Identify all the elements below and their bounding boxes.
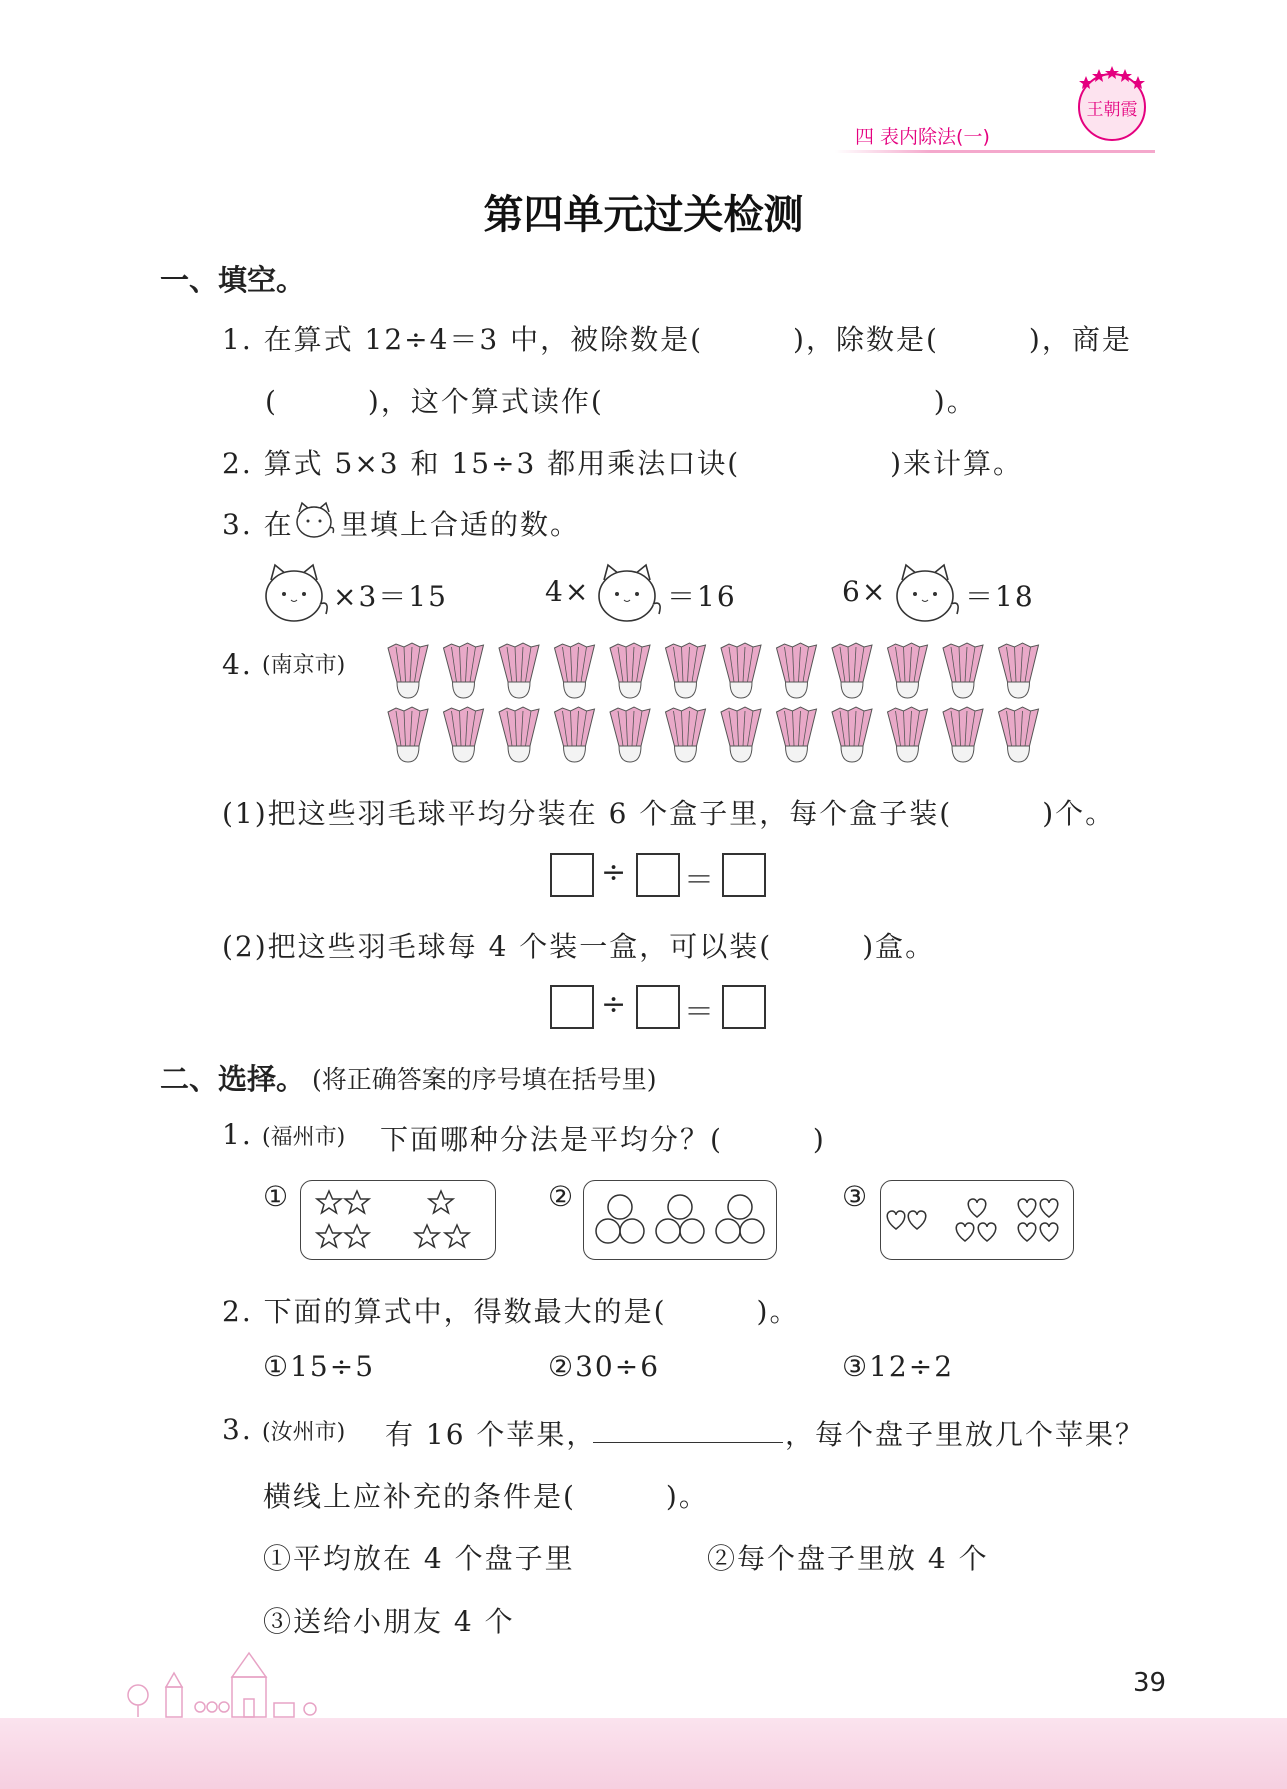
shuttlecock-icon <box>444 707 484 762</box>
cat-eq2-icon <box>595 560 663 624</box>
s2-q3-text-a: 有 16 个苹果， <box>385 1418 597 1451</box>
shuttlecock-icon <box>777 707 817 762</box>
shuttlecock-icon <box>666 643 706 698</box>
cat-eq3-icon <box>893 560 961 624</box>
answer-box[interactable] <box>550 853 594 897</box>
shuttlecock-icon <box>832 707 872 762</box>
shuttlecock-icon <box>721 707 761 762</box>
shuttlecock-icon <box>444 643 484 698</box>
logo-text: 王朝霞 <box>1086 100 1138 120</box>
answer-box[interactable] <box>636 985 680 1029</box>
option2-label[interactable]: ② <box>548 1180 576 1213</box>
option3-label[interactable]: ③ <box>842 1180 870 1213</box>
s2-q3-blank-line[interactable] <box>593 1442 783 1443</box>
footer-band <box>0 1718 1287 1789</box>
answer-box[interactable] <box>722 853 766 897</box>
shuttlecock-icon <box>832 643 872 698</box>
equals-sign: ＝ <box>684 995 714 1030</box>
s2-q3-city: (汝州市) <box>262 1420 346 1445</box>
q4-part2: (2)把这些羽毛球每 4 个装一盒，可以装( )盒。 <box>222 930 936 963</box>
section2-heading: 二、选择。 <box>160 1062 306 1096</box>
shuttlecock-icon <box>555 707 595 762</box>
s2-q1-text: 下面哪种分法是平均分？( ) <box>380 1123 826 1156</box>
q3-cat-icon <box>293 500 335 540</box>
s2-q3-option1[interactable]: ①平均放在 4 个盘子里 <box>263 1542 575 1575</box>
q3-suffix: 里填上合适的数。 <box>340 508 581 541</box>
cat-eq2-prefix: 4× <box>545 575 591 608</box>
q1-line2: ( )，这个算式读作( )。 <box>265 385 977 418</box>
shuttlecock-icon <box>666 707 706 762</box>
cat-eq2-suffix: ＝16 <box>667 580 737 613</box>
shuttlecock-icon <box>943 707 983 762</box>
s2-q3-option3[interactable]: ③送给小朋友 4 个 <box>263 1605 515 1638</box>
shuttlecock-icon <box>610 707 650 762</box>
answer-row-1 <box>550 853 770 899</box>
q4-city: (南京市) <box>262 653 346 678</box>
shuttlecock-icon <box>888 643 928 698</box>
shuttlecock-grid <box>380 640 1050 765</box>
option1-star-box <box>300 1180 496 1260</box>
q3-prefix: 3. 在 <box>222 508 294 541</box>
s2-q2-option-c[interactable]: ③12÷2 <box>842 1350 955 1383</box>
q4-part1: (1)把这些羽毛球平均分装在 6 个盒子里，每个盒子装( )个。 <box>222 797 1116 830</box>
shuttlecock-icon <box>499 643 539 698</box>
divide-sign: ÷ <box>601 987 627 1022</box>
s2-q3-line2: 横线上应补充的条件是( )。 <box>263 1480 709 1513</box>
shuttlecock-icon <box>499 707 539 762</box>
option3-heart-box <box>880 1180 1074 1260</box>
shuttlecock-icon <box>999 643 1039 698</box>
page-title: 第四单元过关检测 <box>483 192 804 238</box>
s2-q1-city: (福州市) <box>262 1125 346 1150</box>
equals-sign: ＝ <box>684 863 714 898</box>
s2-q3-num: 3. <box>222 1413 253 1446</box>
q2-text: 2. 算式 5×3 和 15÷3 都用乘法口诀( )来计算。 <box>222 447 1024 480</box>
s2-q1-num: 1. <box>222 1118 253 1151</box>
answer-box[interactable] <box>636 853 680 897</box>
answer-box[interactable] <box>550 985 594 1029</box>
cat-eq3-prefix: 6× <box>842 575 888 608</box>
s2-q3-option2[interactable]: ②每个盘子里放 4 个 <box>707 1542 989 1575</box>
shuttlecock-icon <box>388 643 428 698</box>
brand-logo <box>1072 62 1152 152</box>
shuttlecock-icon <box>888 707 928 762</box>
shuttlecock-icon <box>555 643 595 698</box>
shuttlecock-icon <box>721 643 761 698</box>
section1-heading: 一、填空。 <box>160 263 306 297</box>
chapter-label: 四 表内除法(一) <box>855 126 990 148</box>
cat-eq1-icon <box>262 560 330 624</box>
s2-q2-text: 2. 下面的算式中，得数最大的是( )。 <box>222 1295 800 1328</box>
s2-q3-text-b: ，每个盘子里放几个苹果？ <box>785 1418 1146 1451</box>
s2-q2-option-b[interactable]: ②30÷6 <box>548 1350 661 1383</box>
answer-row-2 <box>550 985 770 1031</box>
s2-q2-option-a[interactable]: ①15÷5 <box>263 1350 376 1383</box>
answer-box[interactable] <box>722 985 766 1029</box>
footer-castle-illustration <box>120 1645 340 1720</box>
option2-circle-box <box>583 1180 777 1260</box>
q4-num: 4. <box>222 648 253 681</box>
shuttlecock-icon <box>777 643 817 698</box>
shuttlecock-icon <box>999 707 1039 762</box>
shuttlecock-icon <box>610 643 650 698</box>
divide-sign: ÷ <box>601 855 627 890</box>
option1-label[interactable]: ① <box>263 1180 291 1213</box>
section2-note: (将正确答案的序号填在括号里) <box>312 1065 657 1094</box>
shuttlecock-icon <box>943 643 983 698</box>
shuttlecock-icon <box>388 707 428 762</box>
cat-eq3-suffix: ＝18 <box>965 580 1035 613</box>
q1-line1: 1. 在算式 12÷4＝3 中，被除数是( )，除数是( )，商是 <box>222 323 1132 356</box>
cat-eq1-text: ×3＝15 <box>333 580 448 613</box>
page-number: 39 <box>1133 1668 1167 1698</box>
